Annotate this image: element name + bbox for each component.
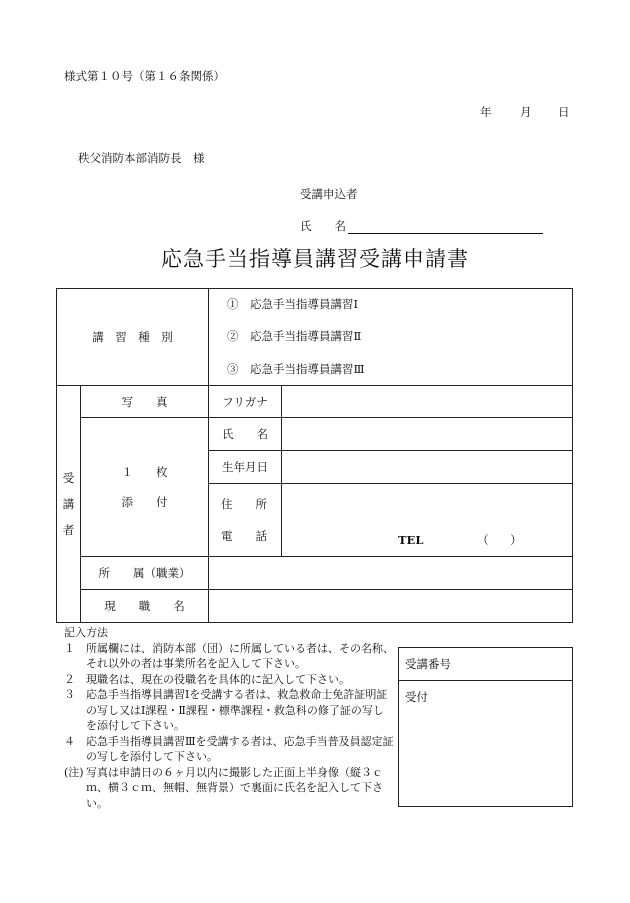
course-type-label: 講 習 種 別 [57,289,209,386]
tel-label: TEL [398,533,424,547]
phone-label: 電 話 [221,529,267,543]
form-number: 様式第１０号（第１６条関係） [64,69,225,83]
photo-label: 写 真 [81,386,209,418]
vertical-char-3: 者 [62,523,75,537]
affiliation-label: 所 属（職業） [81,557,209,590]
instruction-item: ４ 応急手当指導員講習Ⅲを受講する者は、応急手当普及員認定証の写しを添付して下さい。 [64,734,394,763]
applicant-name-label: 氏 名 [300,219,346,233]
applicant-vertical-label [57,386,81,623]
instructions [64,625,394,811]
address-label: 住 所 [221,497,267,511]
name-label: 氏 名 [209,418,282,451]
course-option-2[interactable]: ② 応急手当指導員講習Ⅱ [227,329,362,343]
applicant-label: 受講申込者 [300,187,358,201]
date-day: 日 [558,105,570,119]
affiliation-field[interactable] [209,557,573,590]
application-form-table [56,288,573,623]
photo-count: １ 枚 [121,465,168,479]
dob-label: 生年月日 [209,451,282,484]
applicant-name-row [300,218,543,234]
receipt-number-label: 受講番号 [399,648,573,681]
position-label: 現 職 名 [81,590,209,623]
instruction-item: １ 所属欄には、消防本部（団）に所属している者は、その名称、それ以外の者は事業所名を記入して下さい。 [64,641,394,670]
furigana-field[interactable] [282,386,573,418]
furigana-label: フリガナ [209,386,282,418]
course-option-1[interactable]: ① 応急手当指導員講習Ⅰ [227,297,359,311]
instruction-item: ３ 応急手当指導員講習Ⅰを受講する者は、救急救命士免許証明証の写し又はⅠ課程・Ⅱ課程・標準課程・救急科の修了証の写しを添付して下さい。 [64,688,388,732]
dob-field[interactable] [282,451,573,484]
tel-close-paren: ） [510,533,522,547]
photo-attach: 添 付 [121,495,168,509]
photo-area[interactable] [81,418,209,557]
addressee: 秩父消防本部消防長 様 [78,151,205,165]
address-phone-labels [209,484,282,557]
course-options [209,289,573,386]
receipt-label: 受付 [399,681,573,807]
instruction-item: ２ 現職名は、現在の役職名を具体的に記入して下さい。 [64,672,350,686]
tel-open-paren: （ [477,533,489,547]
name-field[interactable] [282,418,573,451]
office-use-box [398,647,573,807]
date-month: 月 [520,105,532,119]
instruction-note: (注) 写真は申請日の６ヶ月以内に撮影した正面上半身像（縦３ｃｍ、横３ｃｍ、無帽、無背景）で裏面に氏名を記入して下さい。 [64,765,383,810]
vertical-char-1: 受 [62,471,75,485]
position-field[interactable] [209,590,573,623]
vertical-char-2: 講 [62,497,75,511]
date-year: 年 [480,105,492,119]
applicant-name-line[interactable] [348,221,543,234]
document-title: 応急手当指導員講習受講申請書 [161,247,469,271]
instructions-heading: 記入方法 [64,626,108,639]
address-phone-field[interactable] [282,484,573,557]
course-option-3[interactable]: ③ 応急手当指導員講習Ⅲ [227,362,365,376]
